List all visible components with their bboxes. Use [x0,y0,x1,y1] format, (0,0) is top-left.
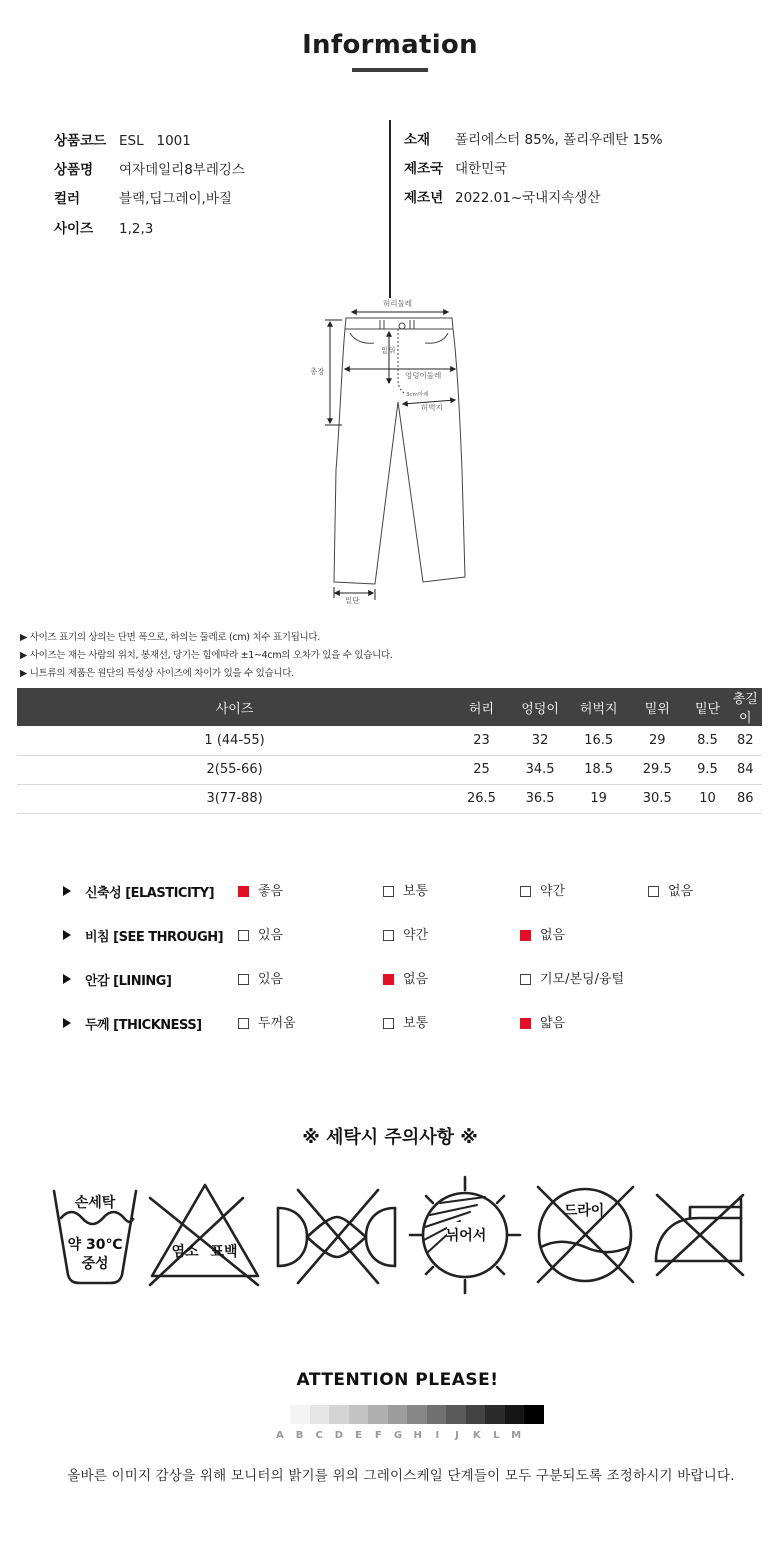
info-value: 블랙,딥그레이,바질 [119,191,232,207]
size-note: ▶ 사이즈는 재는 사람의 위치, 봉재선, 당기는 힘에따라 ±1~4cm의 오차가 있을 수 있습니다. [20,650,393,661]
option-label: 기모/본딩/융털 [540,972,625,987]
info-value: 폴리에스터 85%, 폴리우레탄 15% [455,132,663,148]
info-key: 사이즈 [54,221,94,237]
info-value: 여자데일리8부레깅스 [119,162,245,178]
info-key: 제조국 [404,161,444,177]
washing-title: ※ 세탁시 주의사항 ※ [302,1127,478,1148]
info-key: 상품명 [54,162,94,178]
info-value: ESL 1001 [119,133,191,149]
triangle-right-icon [63,1018,71,1028]
checkbox [520,974,531,985]
checkbox-checked [520,930,531,941]
no-wring-icon [278,1190,395,1283]
diagram-label-thigh: 허벅지 [421,403,443,412]
table-cell: 18.5 [569,755,628,784]
table-header-row [17,688,762,726]
table-cell: 34.5 [511,755,570,784]
table-row [17,784,762,813]
checkbox [383,1018,394,1029]
diagram-label-hip: 엉덩이둘레 [405,371,442,380]
table-cell: 36.5 [511,784,570,813]
size-table [17,688,762,814]
grayscale-swatch [485,1405,505,1424]
info-key: 제조년 [404,190,444,206]
table-header: 밑위 [628,688,687,726]
size-note: ▶ 사이즈 표기의 상의는 단면 폭으로, 하의는 둘레로 (cm) 치수 표기됩니다. [20,632,321,643]
hand-wash-temp-label: 약 30℃ [67,1237,123,1253]
checkbox [520,886,531,897]
table-cell: 9.5 [687,755,729,784]
attribute-row-elasticity [63,882,743,902]
attribute-row-lining [63,970,743,990]
no-bleach-icon [150,1185,258,1285]
table-cell: 19 [569,784,628,813]
table-header: 허벅지 [569,688,628,726]
table-cell: 30.5 [628,784,687,813]
diagram-label-rise: 밑위 [381,346,396,355]
grayscale-letter: L [493,1430,500,1441]
diagram-label-length: 총장 [310,367,325,376]
grayscale-letter: K [472,1430,481,1441]
title-underline [352,68,428,72]
grayscale-swatch [329,1405,349,1424]
grayscale-swatch [427,1405,447,1424]
grayscale-letter: H [413,1430,422,1441]
table-header: 허리 [452,688,511,726]
grayscale-swatch [524,1405,544,1424]
grayscale-letter: A [275,1430,284,1441]
pants-measurement-diagram [300,295,490,610]
triangle-right-icon [63,974,71,984]
checkbox [238,974,249,985]
triangle-right-icon [63,930,71,940]
grayscale-letter: M [511,1430,522,1441]
info-key: 상품코드 [54,133,107,149]
table-header: 총길이 [728,688,762,726]
option-label: 없음 [668,884,694,899]
grayscale-letter: F [374,1430,382,1441]
option-label: 보통 [403,884,429,899]
attribute-label: 안감 [LINING] [85,974,172,989]
table-cell: 82 [728,726,762,755]
grayscale-swatch [310,1405,330,1424]
table-cell: 86 [728,784,762,813]
no-iron-icon [656,1195,743,1275]
option-label: 두꺼움 [258,1016,296,1031]
diagram-label-hem: 밑단 [345,596,360,605]
table-header: 밑단 [687,688,729,726]
grayscale-letters [270,1430,526,1441]
table-cell: 8.5 [687,726,729,755]
attribute-label: 신축성 [ELASTICITY] [85,886,215,901]
grayscale-swatch [290,1405,310,1424]
option-label: 있음 [258,972,284,987]
flat-dry-label: 뉘어서 [445,1228,487,1244]
attribute-row-thickness [63,1014,743,1034]
bleach-right-label: 표백 [210,1244,238,1260]
info-row-year [404,188,764,208]
attribute-label: 두께 [THICKNESS] [85,1018,202,1033]
triangle-right-icon [63,886,71,896]
info-value: 대한민국 [455,161,508,177]
info-value: 1,2,3 [119,221,154,237]
attribute-row-see-through [63,926,743,946]
option-label: 없음 [403,972,429,987]
checkbox-checked [238,886,249,897]
diagram-label-waist: 허리둘레 [383,299,412,308]
table-cell: 29 [628,726,687,755]
info-divider [389,120,391,298]
grayscale-letter: B [295,1430,304,1441]
info-key: 컬러 [54,191,81,207]
info-row-code [54,131,374,151]
grayscale-letter: G [393,1430,403,1441]
grayscale-letter: I [435,1430,440,1441]
grayscale-swatch [368,1405,388,1424]
checkbox-checked [520,1018,531,1029]
diagram-label-thigh-offset: 3cm아래 [406,392,429,398]
table-cell: 26.5 [452,784,511,813]
table-row [17,726,762,755]
info-row-color [54,189,374,209]
bleach-left-label: 염소 [171,1244,199,1260]
grayscale-swatch [446,1405,466,1424]
table-cell: 32 [511,726,570,755]
hand-wash-bottom-label: 중성 [81,1256,109,1272]
table-cell: 29.5 [628,755,687,784]
table-cell: 3(77-88) [17,784,452,813]
grayscale-swatch [466,1405,486,1424]
info-value: 2022.01~국내지속생산 [455,190,601,206]
checkbox [238,1018,249,1029]
dry-clean-label: 드라이 [563,1203,605,1219]
option-label: 얇음 [540,1016,566,1031]
info-key: 소재 [404,132,431,148]
no-dry-clean-icon [538,1187,633,1282]
table-cell: 10 [687,784,729,813]
grayscale-swatch [388,1405,408,1424]
checkbox [383,930,394,941]
table-cell: 2(55-66) [17,755,452,784]
attribute-label: 비침 [SEE THROUGH] [85,930,224,945]
grayscale-letter: E [355,1430,363,1441]
table-header: 사이즈 [17,688,452,726]
hand-wash-top-label: 손세탁 [74,1195,116,1211]
grayscale-swatch [505,1405,525,1424]
grayscale-swatch [407,1405,427,1424]
attention-title: ATTENTION PLEASE! [296,1370,499,1390]
table-cell: 23 [452,726,511,755]
table-cell: 84 [728,755,762,784]
option-label: 좋음 [258,884,284,899]
info-row-size [54,219,374,239]
page-title: Information [302,30,478,60]
checkbox [238,930,249,941]
info-row-country [404,159,764,179]
checkbox [383,886,394,897]
info-row-name [54,160,374,180]
table-cell: 1 (44-55) [17,726,452,755]
info-row-material [404,130,764,150]
grayscale-letter: C [315,1430,323,1441]
option-label: 약간 [403,928,429,943]
grayscale-letter: J [455,1430,459,1441]
table-cell: 25 [452,755,511,784]
option-label: 있음 [258,928,284,943]
size-note: ▶ 니트류의 제품은 원단의 특성상 사이즈에 차이가 있을 수 있습니다. [20,668,294,679]
table-cell: 16.5 [569,726,628,755]
option-label: 보통 [403,1016,429,1031]
checkbox [648,886,659,897]
option-label: 없음 [540,928,566,943]
table-row [17,755,762,784]
grayscale-letter: D [334,1430,344,1441]
table-header: 엉덩이 [511,688,570,726]
checkbox-checked [383,974,394,985]
washing-icons [45,1170,760,1295]
grayscale-strip [290,1405,544,1424]
grayscale-swatch [349,1405,369,1424]
attention-text: 올바른 이미지 감상을 위해 모니터의 밝기를 위의 그레이스케일 단계들이 모두 구분되도록 조정하시기 바랍니다. [67,1468,735,1484]
option-label: 약간 [540,884,566,899]
